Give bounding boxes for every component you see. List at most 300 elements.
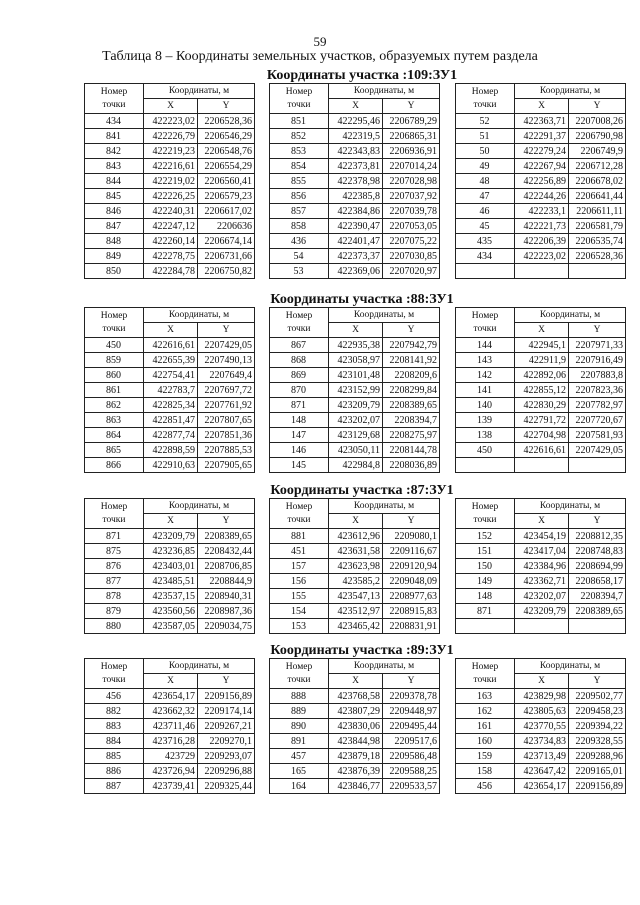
- table-row: [456, 204, 626, 219]
- table-row: [456, 264, 626, 279]
- point-number-cell: 147: [270, 428, 329, 443]
- x-header: X: [329, 323, 383, 338]
- x-coordinate-cell: 423209,79: [329, 398, 383, 413]
- table-row: [456, 704, 626, 719]
- x-coordinate-cell: 422291,37: [515, 129, 569, 144]
- y-header: Y: [383, 674, 440, 689]
- point-number-cell: 857: [270, 204, 329, 219]
- point-number-cell: 861: [85, 383, 144, 398]
- point-number-cell: 155: [270, 589, 329, 604]
- header-text: Номер: [285, 501, 313, 512]
- y-coordinate-cell: 2208977,63: [383, 589, 440, 604]
- point-number-cell: 145: [270, 458, 329, 473]
- x-header: X: [515, 514, 569, 529]
- header-row: [270, 308, 440, 323]
- x-coordinate-cell: 423050,11: [329, 443, 383, 458]
- point-number-cell: 871: [85, 529, 144, 544]
- point-number-cell: 844: [85, 174, 144, 189]
- y-coordinate-cell: 2209588,25: [383, 764, 440, 779]
- table-row: [270, 749, 440, 764]
- point-number-cell: 863: [85, 413, 144, 428]
- x-coordinate-cell: 422791,72: [515, 413, 569, 428]
- y-coordinate-cell: 2207008,26: [569, 114, 626, 129]
- point-number-header: [270, 308, 329, 338]
- coordinates-header: Координаты, м: [329, 499, 440, 514]
- header-row: [456, 84, 626, 99]
- point-number-cell: 164: [270, 779, 329, 794]
- x-coordinate-cell: 423726,94: [144, 764, 198, 779]
- y-coordinate-cell: [569, 264, 626, 279]
- section-title: Координаты участка :89:ЗУ1: [270, 643, 454, 658]
- table-row: [85, 413, 255, 428]
- point-number-cell: 149: [456, 574, 515, 589]
- point-number-header: [456, 659, 515, 689]
- x-coordinate-cell: 422240,31: [144, 204, 198, 219]
- y-coordinate-cell: 2207039,78: [383, 204, 440, 219]
- table-row: [456, 174, 626, 189]
- table-row: [456, 189, 626, 204]
- x-coordinate-cell: 422384,86: [329, 204, 383, 219]
- point-number-cell: 153: [270, 619, 329, 634]
- table-row: [85, 689, 255, 704]
- point-number-cell: 54: [270, 249, 329, 264]
- point-number-cell: 870: [270, 383, 329, 398]
- table-row: [270, 574, 440, 589]
- x-coordinate-cell: 422369,06: [329, 264, 383, 279]
- y-coordinate-cell: 2209378,78: [383, 689, 440, 704]
- point-number-cell: 889: [270, 704, 329, 719]
- y-coordinate-cell: 2209394,22: [569, 719, 626, 734]
- y-coordinate-cell: 2206528,36: [569, 249, 626, 264]
- y-coordinate-cell: 2208389,65: [383, 398, 440, 413]
- x-coordinate-cell: 423846,77: [329, 779, 383, 794]
- table-row: [270, 413, 440, 428]
- y-coordinate-cell: 2209495,44: [383, 719, 440, 734]
- point-number-header: [85, 499, 144, 529]
- x-coordinate-cell: 422260,14: [144, 234, 198, 249]
- x-coordinate-cell: 422935,38: [329, 338, 383, 353]
- point-number-cell: 891: [270, 734, 329, 749]
- y-header: Y: [198, 514, 255, 529]
- coordinates-header: Координаты, м: [515, 499, 626, 514]
- x-coordinate-cell: 422401,47: [329, 234, 383, 249]
- table-row: [85, 779, 255, 794]
- table-row: [85, 398, 255, 413]
- y-coordinate-cell: 2207581,93: [569, 428, 626, 443]
- table-row: [456, 458, 626, 473]
- point-number-cell: 862: [85, 398, 144, 413]
- table-row: [85, 734, 255, 749]
- x-coordinate-cell: [515, 264, 569, 279]
- point-number-header: [270, 84, 329, 114]
- point-number-cell: 142: [456, 368, 515, 383]
- x-coordinate-cell: 423585,2: [329, 574, 383, 589]
- header-row: [456, 308, 626, 323]
- y-coordinate-cell: 2209267,21: [198, 719, 255, 734]
- y-coordinate-cell: 2206749,9: [569, 144, 626, 159]
- x-coordinate-cell: 423734,83: [515, 734, 569, 749]
- table-title: Таблица 8 – Координаты земельных участков, образуемых путем раздела: [102, 49, 538, 64]
- table-row: [456, 338, 626, 353]
- x-coordinate-cell: 423209,79: [144, 529, 198, 544]
- y-coordinate-cell: 2206674,14: [198, 234, 255, 249]
- table-row: [270, 204, 440, 219]
- table-row: [270, 734, 440, 749]
- point-number-cell: 868: [270, 353, 329, 368]
- x-coordinate-cell: 422892,06: [515, 368, 569, 383]
- x-coordinate-cell: 423101,48: [329, 368, 383, 383]
- header-text: Номер: [471, 310, 499, 321]
- table-row: [85, 144, 255, 159]
- coordinates-header: Координаты, м: [144, 84, 255, 99]
- point-number-cell: 856: [270, 189, 329, 204]
- coordinates-header: Координаты, м: [329, 84, 440, 99]
- header-row: [85, 308, 255, 323]
- x-coordinate-cell: 422984,8: [329, 458, 383, 473]
- y-header: Y: [569, 99, 626, 114]
- table-row: [85, 458, 255, 473]
- header-row: [85, 659, 255, 674]
- point-number-header: [270, 659, 329, 689]
- point-number-cell: 150: [456, 559, 515, 574]
- x-coordinate-cell: 423729: [144, 749, 198, 764]
- y-coordinate-cell: [569, 619, 626, 634]
- coordinates-header: Координаты, м: [329, 659, 440, 674]
- table-row: [85, 249, 255, 264]
- header-row: [270, 84, 440, 99]
- table-row: [456, 574, 626, 589]
- y-coordinate-cell: 2206678,02: [569, 174, 626, 189]
- point-number-cell: 50: [456, 144, 515, 159]
- x-coordinate-cell: 422855,12: [515, 383, 569, 398]
- table-row: [456, 353, 626, 368]
- point-number-header: [85, 308, 144, 338]
- table-row: [85, 443, 255, 458]
- table-row: [85, 619, 255, 634]
- x-coordinate-cell: 422295,46: [329, 114, 383, 129]
- point-number-cell: 457: [270, 749, 329, 764]
- table-row: [85, 219, 255, 234]
- table-row: [270, 159, 440, 174]
- x-coordinate-cell: 422343,83: [329, 144, 383, 159]
- coordinate-table: [84, 83, 255, 279]
- point-number-cell: 854: [270, 159, 329, 174]
- point-number-cell: 866: [85, 458, 144, 473]
- x-coordinate-cell: 423587,05: [144, 619, 198, 634]
- coordinate-table: [455, 498, 626, 634]
- y-coordinate-cell: 2208036,89: [383, 458, 440, 473]
- x-coordinate-cell: 422655,39: [144, 353, 198, 368]
- y-coordinate-cell: 2208389,65: [198, 529, 255, 544]
- table-row: [270, 458, 440, 473]
- table-row: [270, 704, 440, 719]
- table-row: [456, 529, 626, 544]
- x-coordinate-cell: 422206,39: [515, 234, 569, 249]
- table-row: [456, 719, 626, 734]
- point-number-cell: 456: [456, 779, 515, 794]
- table-row: [270, 368, 440, 383]
- point-number-cell: 144: [456, 338, 515, 353]
- y-coordinate-cell: 2207028,98: [383, 174, 440, 189]
- table-row: [456, 383, 626, 398]
- point-number-cell: 49: [456, 159, 515, 174]
- point-number-cell: 852: [270, 129, 329, 144]
- table-row: [85, 544, 255, 559]
- table-row: [85, 428, 255, 443]
- table-row: [270, 689, 440, 704]
- y-coordinate-cell: 2208394,7: [569, 589, 626, 604]
- table-row: [270, 428, 440, 443]
- page-number: 59: [313, 34, 327, 49]
- point-number-cell: 855: [270, 174, 329, 189]
- point-number-cell: 879: [85, 604, 144, 619]
- x-coordinate-cell: 422247,12: [144, 219, 198, 234]
- coordinates-header: Координаты, м: [515, 308, 626, 323]
- y-coordinate-cell: 2209165,01: [569, 764, 626, 779]
- point-number-cell: 860: [85, 368, 144, 383]
- x-coordinate-cell: 423384,96: [515, 559, 569, 574]
- y-coordinate-cell: 2209586,48: [383, 749, 440, 764]
- point-number-cell: 138: [456, 428, 515, 443]
- point-number-cell: 877: [85, 574, 144, 589]
- y-coordinate-cell: 2206554,29: [198, 159, 255, 174]
- table-row: [270, 189, 440, 204]
- table-row: [85, 368, 255, 383]
- table-row: [456, 604, 626, 619]
- y-coordinate-cell: 2207885,53: [198, 443, 255, 458]
- y-coordinate-cell: 2208658,17: [569, 574, 626, 589]
- y-coordinate-cell: 2209533,57: [383, 779, 440, 794]
- y-coordinate-cell: 2207037,92: [383, 189, 440, 204]
- point-number-cell: 890: [270, 719, 329, 734]
- point-number-cell: 848: [85, 234, 144, 249]
- x-header: X: [515, 99, 569, 114]
- point-number-cell: 867: [270, 338, 329, 353]
- x-coordinate-cell: 422219,02: [144, 174, 198, 189]
- y-coordinate-cell: 2207030,85: [383, 249, 440, 264]
- y-coordinate-cell: 2206535,74: [569, 234, 626, 249]
- header-row: [85, 499, 255, 514]
- point-number-cell: 154: [270, 604, 329, 619]
- y-coordinate-cell: 2207697,72: [198, 383, 255, 398]
- x-coordinate-cell: 422279,24: [515, 144, 569, 159]
- table-row: [456, 689, 626, 704]
- table-row: [85, 338, 255, 353]
- y-coordinate-cell: 2208831,91: [383, 619, 440, 634]
- table-row: [85, 589, 255, 604]
- y-coordinate-cell: 2206528,36: [198, 114, 255, 129]
- x-header: X: [329, 674, 383, 689]
- y-coordinate-cell: 2209458,23: [569, 704, 626, 719]
- x-coordinate-cell: 422754,41: [144, 368, 198, 383]
- y-coordinate-cell: 2207807,65: [198, 413, 255, 428]
- header-text: точки: [473, 99, 497, 110]
- x-coordinate-cell: 423807,29: [329, 704, 383, 719]
- point-number-cell: 451: [270, 544, 329, 559]
- y-coordinate-cell: 2209288,96: [569, 749, 626, 764]
- y-coordinate-cell: 2206865,31: [383, 129, 440, 144]
- y-coordinate-cell: 2209048,09: [383, 574, 440, 589]
- table-row: [85, 189, 255, 204]
- y-coordinate-cell: 2206789,29: [383, 114, 440, 129]
- x-coordinate-cell: 423403,01: [144, 559, 198, 574]
- point-number-cell: 51: [456, 129, 515, 144]
- x-coordinate-cell: 423713,49: [515, 749, 569, 764]
- table-row: [85, 749, 255, 764]
- point-number-cell: 139: [456, 413, 515, 428]
- x-header: X: [144, 323, 198, 338]
- table-row: [85, 114, 255, 129]
- y-coordinate-cell: 2206936,91: [383, 144, 440, 159]
- x-coordinate-cell: 422267,94: [515, 159, 569, 174]
- point-number-cell: 843: [85, 159, 144, 174]
- x-coordinate-cell: 423631,58: [329, 544, 383, 559]
- y-coordinate-cell: 2208844,9: [198, 574, 255, 589]
- point-number-cell: 864: [85, 428, 144, 443]
- y-header: Y: [198, 323, 255, 338]
- y-coordinate-cell: 2208987,36: [198, 604, 255, 619]
- point-number-cell: 48: [456, 174, 515, 189]
- point-number-header: [456, 308, 515, 338]
- y-coordinate-cell: 2209116,67: [383, 544, 440, 559]
- x-coordinate-cell: 423770,55: [515, 719, 569, 734]
- x-coordinate-cell: 422319,5: [329, 129, 383, 144]
- header-text: точки: [473, 323, 497, 334]
- y-header: Y: [198, 674, 255, 689]
- y-coordinate-cell: 2207761,92: [198, 398, 255, 413]
- table-row: [456, 559, 626, 574]
- table-row: [456, 734, 626, 749]
- y-coordinate-cell: 2206750,82: [198, 264, 255, 279]
- y-header: Y: [383, 99, 440, 114]
- x-coordinate-cell: 423876,39: [329, 764, 383, 779]
- y-coordinate-cell: 2207720,67: [569, 413, 626, 428]
- table-row: [456, 544, 626, 559]
- x-coordinate-cell: 422825,34: [144, 398, 198, 413]
- coordinate-table: [455, 307, 626, 473]
- header-text: Номер: [471, 86, 499, 97]
- x-coordinate-cell: 423236,85: [144, 544, 198, 559]
- table-row: [456, 159, 626, 174]
- y-coordinate-cell: 2209328,55: [569, 734, 626, 749]
- x-coordinate-cell: 422390,47: [329, 219, 383, 234]
- x-coordinate-cell: 423768,58: [329, 689, 383, 704]
- point-number-cell: 876: [85, 559, 144, 574]
- x-coordinate-cell: 422616,61: [144, 338, 198, 353]
- y-coordinate-cell: 2209034,75: [198, 619, 255, 634]
- x-coordinate-cell: 422221,73: [515, 219, 569, 234]
- point-number-cell: 851: [270, 114, 329, 129]
- point-number-cell: 436: [270, 234, 329, 249]
- x-coordinate-cell: 423844,98: [329, 734, 383, 749]
- x-coordinate-cell: 422363,71: [515, 114, 569, 129]
- y-coordinate-cell: 2208694,99: [569, 559, 626, 574]
- table-row: [456, 779, 626, 794]
- x-coordinate-cell: 422851,47: [144, 413, 198, 428]
- table-row: [456, 249, 626, 264]
- y-coordinate-cell: 2206731,66: [198, 249, 255, 264]
- x-coordinate-cell: 423362,71: [515, 574, 569, 589]
- y-coordinate-cell: 2207429,05: [569, 443, 626, 458]
- table-row: [270, 719, 440, 734]
- point-number-cell: 140: [456, 398, 515, 413]
- y-header: Y: [383, 514, 440, 529]
- table-row: [85, 719, 255, 734]
- table-row: [85, 159, 255, 174]
- point-number-cell: 450: [85, 338, 144, 353]
- y-coordinate-cell: 2207905,65: [198, 458, 255, 473]
- x-coordinate-cell: 423465,42: [329, 619, 383, 634]
- point-number-header: [456, 84, 515, 114]
- table-row: [456, 219, 626, 234]
- y-coordinate-cell: 2208748,83: [569, 544, 626, 559]
- y-coordinate-cell: 2209080,1: [383, 529, 440, 544]
- coordinates-header: Координаты, м: [144, 499, 255, 514]
- point-number-cell: 46: [456, 204, 515, 219]
- table-row: [85, 234, 255, 249]
- x-coordinate-cell: 423454,19: [515, 529, 569, 544]
- table-row: [270, 559, 440, 574]
- table-row: [270, 114, 440, 129]
- point-number-cell: 871: [456, 604, 515, 619]
- y-coordinate-cell: 2206548,76: [198, 144, 255, 159]
- header-row: [456, 659, 626, 674]
- x-coordinate-cell: 422945,1: [515, 338, 569, 353]
- point-number-cell: 847: [85, 219, 144, 234]
- point-number-cell: 47: [456, 189, 515, 204]
- table-row: [270, 764, 440, 779]
- coordinates-header: Координаты, м: [515, 659, 626, 674]
- y-coordinate-cell: 2209174,14: [198, 704, 255, 719]
- header-text: Номер: [471, 501, 499, 512]
- x-header: X: [329, 514, 383, 529]
- x-coordinate-cell: 423805,63: [515, 704, 569, 719]
- table-row: [456, 114, 626, 129]
- point-number-cell: 845: [85, 189, 144, 204]
- table-row: [270, 353, 440, 368]
- x-header: X: [144, 514, 198, 529]
- x-coordinate-cell: 423647,42: [515, 764, 569, 779]
- y-header: Y: [569, 674, 626, 689]
- y-coordinate-cell: 2208812,35: [569, 529, 626, 544]
- point-number-cell: 858: [270, 219, 329, 234]
- point-number-cell: 53: [270, 264, 329, 279]
- y-coordinate-cell: 2206579,23: [198, 189, 255, 204]
- x-coordinate-cell: 423739,41: [144, 779, 198, 794]
- table-row: [85, 264, 255, 279]
- point-number-header: [85, 659, 144, 689]
- point-number-cell: 881: [270, 529, 329, 544]
- table-row: [270, 129, 440, 144]
- coordinate-table: [269, 307, 440, 473]
- table-row: [85, 129, 255, 144]
- x-coordinate-cell: 422233,1: [515, 204, 569, 219]
- y-header: Y: [198, 99, 255, 114]
- x-coordinate-cell: 423662,32: [144, 704, 198, 719]
- table-row: [270, 529, 440, 544]
- y-coordinate-cell: 2207883,8: [569, 368, 626, 383]
- header-text: точки: [287, 514, 311, 525]
- x-coordinate-cell: 423202,07: [515, 589, 569, 604]
- table-row: [456, 398, 626, 413]
- y-coordinate-cell: [569, 458, 626, 473]
- point-number-cell: 883: [85, 719, 144, 734]
- point-number-cell: 880: [85, 619, 144, 634]
- x-header: X: [515, 674, 569, 689]
- x-coordinate-cell: 422830,29: [515, 398, 569, 413]
- point-number-cell: 887: [85, 779, 144, 794]
- table-row: [270, 619, 440, 634]
